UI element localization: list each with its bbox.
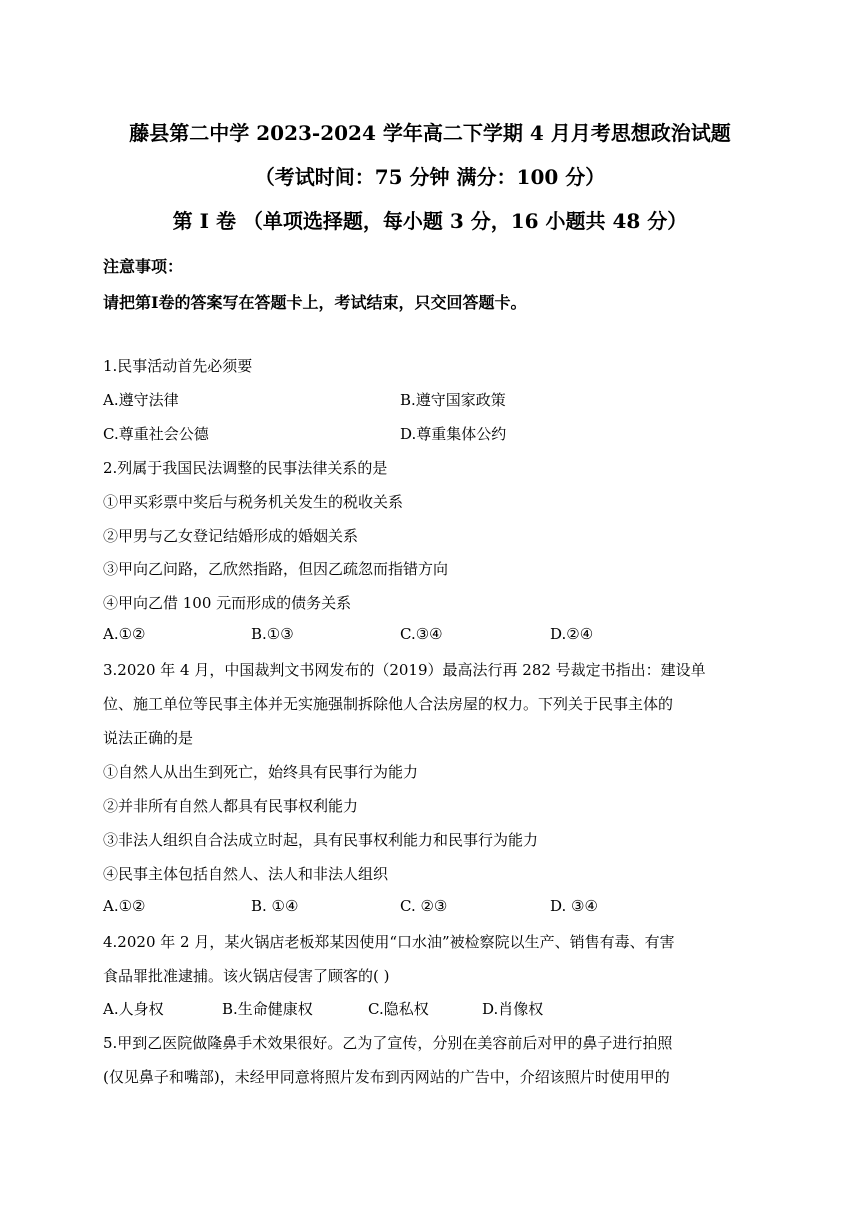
- question-1-option-b: B.遵守国家政策: [400, 391, 506, 409]
- question-3-option-a: A.①②: [103, 897, 146, 915]
- question-1-stem: 1.民事活动首先必须要: [103, 357, 253, 375]
- section-heading: 第 I 卷 （单项选择题，每小题 3 分，16 小题共 48 分）: [172, 209, 688, 233]
- question-3-item-2: ②并非所有自然人都具有民事权利能力: [103, 797, 359, 815]
- question-3-item-3: ③非法人组织自合法成立时起，具有民事权利能力和民事行为能力: [103, 831, 539, 849]
- question-5-stem-line-2: (仅见鼻子和嘴部)，未经甲同意将照片发布到丙网站的广告中，介绍该照片时使用甲的: [103, 1068, 670, 1086]
- question-5-stem-line-1: 5.甲到乙医院做隆鼻手术效果很好。乙为了宣传，分别在美容前后对甲的鼻子进行拍照: [103, 1034, 673, 1052]
- question-1-option-c: C.尊重社会公德: [103, 425, 209, 443]
- question-3-item-4: ④民事主体包括自然人、法人和非法人组织: [103, 865, 389, 883]
- notice-heading: 注意事项：: [103, 257, 184, 276]
- question-3-stem-line-3: 说法正确的是: [103, 729, 194, 747]
- question-1-option-a: A.遵守法律: [103, 391, 179, 409]
- question-2-option-d: D.②④: [550, 625, 594, 643]
- question-4-stem-line-1: 4.2020 年 2 月，某火锅店老板郑某因使用“口水油”被检察院以生产、销售有毒、有害: [103, 933, 675, 951]
- question-4-stem-line-2: 食品罪批准逮捕。该火锅店侵害了顾客的( ): [103, 967, 390, 985]
- question-3-option-b: B. ①④: [251, 897, 299, 915]
- question-3-option-c: C. ②③: [400, 897, 448, 915]
- question-3-stem-line-2: 位、施工单位等民事主体并无实施强制拆除他人合法房屋的权力。下列关于民事主体的: [103, 695, 674, 713]
- question-2-item-2: ②甲男与乙女登记结婚形成的婚姻关系: [103, 527, 359, 545]
- question-2-item-3: ③甲向乙问路，乙欣然指路，但因乙疏忽而指错方向: [103, 560, 449, 578]
- question-4-option-b: B.生命健康权: [222, 1000, 313, 1018]
- question-2-option-a: A.①②: [103, 625, 146, 643]
- question-3-option-d: D. ③④: [550, 897, 598, 915]
- question-4-option-d: D.肖像权: [482, 1000, 544, 1018]
- question-4-option-a: A.人身权: [103, 1000, 164, 1018]
- question-2-option-b: B.①③: [251, 625, 294, 643]
- question-3-item-1: ①自然人从出生到死亡，始终具有民事行为能力: [103, 763, 419, 781]
- question-2-item-1: ①甲买彩票中奖后与税务机关发生的税收关系: [103, 493, 404, 511]
- question-2-stem: 2.列属于我国民法调整的民事法律关系的是: [103, 459, 388, 477]
- notice-text: 请把第Ⅰ卷的答案写在答题卡上，考试结束，只交回答题卡。: [103, 293, 527, 312]
- question-2-item-4: ④甲向乙借 100 元而形成的债务关系: [103, 594, 352, 612]
- exam-info: （考试时间：75 分钟 满分：100 分）: [254, 165, 606, 189]
- question-3-stem-line-1: 3.2020 年 4 月，中国裁判文书网发布的（2019）最高法行再 282 号裁定书指出：建设单: [103, 661, 706, 679]
- question-2-option-c: C.③④: [400, 625, 443, 643]
- question-4-option-c: C.隐私权: [368, 1000, 429, 1018]
- question-1-option-d: D.尊重集体公约: [400, 425, 507, 443]
- exam-title: 藤县第二中学 2023-2024 学年高二下学期 4 月月考思想政治试题: [129, 121, 731, 145]
